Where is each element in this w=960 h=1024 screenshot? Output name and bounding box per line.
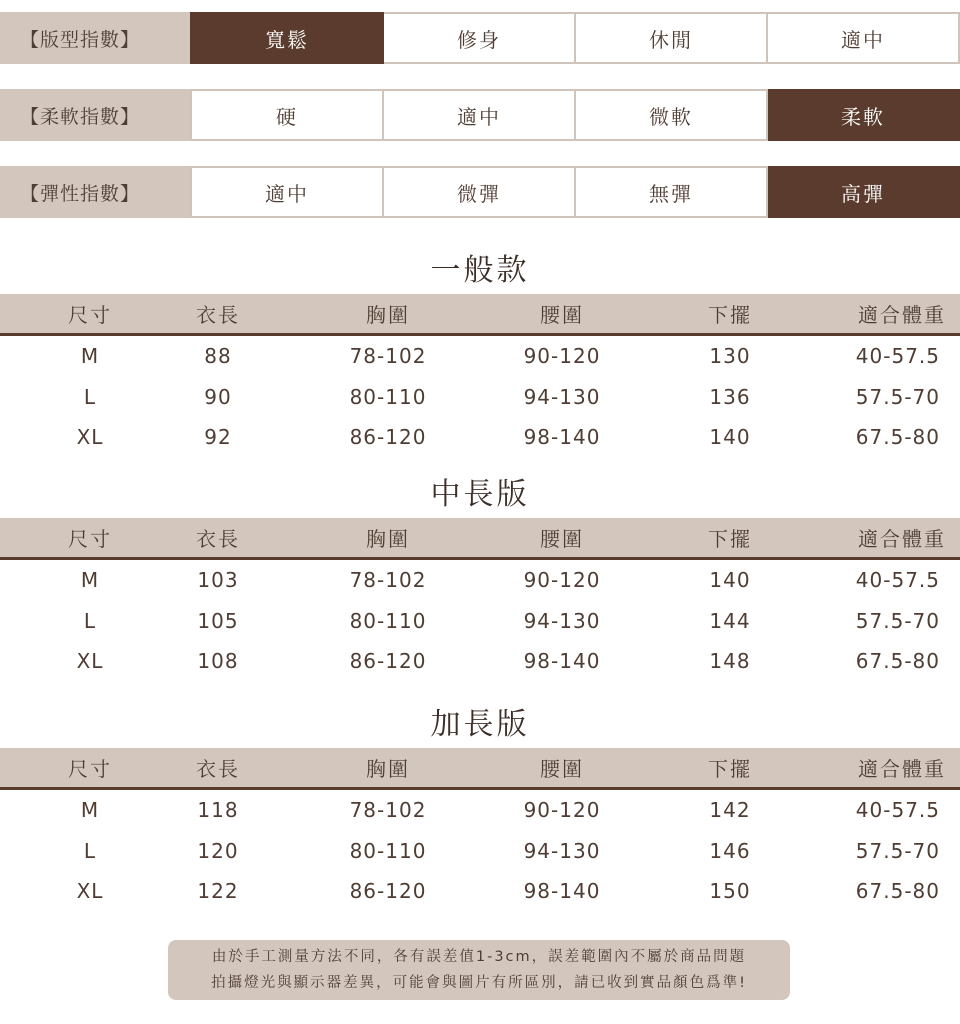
table-row	[0, 871, 960, 912]
cell-chest: 86-120	[349, 879, 427, 904]
table-header	[0, 518, 960, 560]
cell-size: M	[80, 798, 100, 823]
cell-chest: 80-110	[349, 384, 427, 409]
cell-length: 118	[197, 798, 239, 823]
header-length: 衣長	[196, 303, 240, 327]
cell-size: M	[80, 568, 100, 593]
header-chest: 胸圍	[366, 527, 410, 551]
cell-chest: 78-102	[349, 568, 427, 593]
cell-hem: 130	[709, 344, 751, 369]
elasticity-option-medium: 適中	[190, 166, 384, 218]
table-row	[0, 790, 960, 831]
cell-weight: 67.5-80	[855, 879, 940, 904]
table-row	[0, 417, 960, 458]
cell-size: M	[80, 344, 100, 369]
cell-hem: 148	[709, 649, 751, 674]
fit-option-loose: 寬鬆	[190, 12, 384, 64]
cell-waist: 98-140	[523, 649, 601, 674]
header-waist: 腰圍	[540, 303, 584, 327]
size-table-mid-length	[0, 518, 960, 682]
header-waist: 腰圍	[540, 757, 584, 781]
elasticity-option-high: 高彈	[768, 166, 960, 218]
softness-index-label: 【柔軟指數】	[0, 89, 190, 141]
table-row	[0, 601, 960, 642]
cell-waist: 90-120	[523, 798, 601, 823]
cell-length: 122	[197, 879, 239, 904]
header-size: 尺寸	[68, 757, 112, 781]
softness-option-slightly-soft: 微軟	[576, 89, 768, 141]
fit-option-casual: 休閒	[576, 12, 768, 64]
header-weight: 適合體重	[858, 527, 946, 551]
cell-hem: 142	[709, 798, 751, 823]
cell-waist: 90-120	[523, 344, 601, 369]
section-title-mid-length: 中長版	[430, 477, 530, 512]
note-line-2: 拍攝燈光與顯示器差異，可能會與圖片有所區別，請已收到實品顏色爲準!	[211, 975, 747, 991]
note-line-1: 由於手工測量方法不同，各有誤差值1-3cm，誤差範圍內不屬於商品問題	[211, 949, 747, 965]
cell-weight: 40-57.5	[855, 798, 940, 823]
cell-chest: 80-110	[349, 838, 427, 863]
softness-option-soft: 柔軟	[768, 89, 960, 141]
table-row	[0, 831, 960, 872]
fit-option-slim: 修身	[384, 12, 576, 64]
softness-index-row	[0, 89, 960, 141]
cell-size: L	[83, 608, 97, 633]
elasticity-option-slight: 微彈	[384, 166, 576, 218]
cell-length: 120	[197, 838, 239, 863]
cell-waist: 94-130	[523, 838, 601, 863]
table-row	[0, 641, 960, 682]
table-header	[0, 748, 960, 790]
table-row	[0, 560, 960, 601]
table-row	[0, 336, 960, 377]
header-weight: 適合體重	[858, 757, 946, 781]
cell-waist: 94-130	[523, 608, 601, 633]
header-hem: 下擺	[708, 757, 752, 781]
header-chest: 胸圍	[366, 303, 410, 327]
section-title-long: 加長版	[430, 707, 530, 742]
cell-length: 88	[204, 344, 232, 369]
cell-chest: 78-102	[349, 798, 427, 823]
softness-option-hard: 硬	[190, 89, 384, 141]
cell-chest: 78-102	[349, 344, 427, 369]
cell-weight: 67.5-80	[855, 649, 940, 674]
fit-index-label: 【版型指數】	[0, 12, 190, 64]
elasticity-option-none: 無彈	[576, 166, 768, 218]
cell-hem: 146	[709, 838, 751, 863]
header-length: 衣長	[196, 757, 240, 781]
header-size: 尺寸	[68, 303, 112, 327]
header-chest: 胸圍	[366, 757, 410, 781]
cell-length: 103	[197, 568, 239, 593]
cell-chest: 86-120	[349, 649, 427, 674]
cell-length: 90	[204, 384, 232, 409]
cell-hem: 150	[709, 879, 751, 904]
table-row	[0, 377, 960, 418]
size-table-long	[0, 748, 960, 912]
cell-length: 92	[204, 425, 232, 450]
cell-hem: 144	[709, 608, 751, 633]
cell-waist: 94-130	[523, 384, 601, 409]
softness-option-medium: 適中	[384, 89, 576, 141]
cell-weight: 57.5-70	[855, 838, 940, 863]
elasticity-index-row	[0, 166, 960, 218]
header-length: 衣長	[196, 527, 240, 551]
measurement-note	[168, 940, 790, 1000]
header-size: 尺寸	[68, 527, 112, 551]
header-hem: 下擺	[708, 303, 752, 327]
cell-size: XL	[76, 425, 104, 450]
cell-weight: 57.5-70	[855, 384, 940, 409]
cell-size: L	[83, 384, 97, 409]
table-header	[0, 294, 960, 336]
section-title-regular: 一般款	[430, 253, 530, 288]
fit-index-row	[0, 12, 960, 64]
size-table-regular	[0, 294, 960, 458]
cell-size: L	[83, 838, 97, 863]
cell-size: XL	[76, 649, 104, 674]
cell-length: 108	[197, 649, 239, 674]
cell-size: XL	[76, 879, 104, 904]
cell-chest: 80-110	[349, 608, 427, 633]
header-hem: 下擺	[708, 527, 752, 551]
cell-hem: 140	[709, 568, 751, 593]
cell-hem: 136	[709, 384, 751, 409]
cell-hem: 140	[709, 425, 751, 450]
cell-weight: 40-57.5	[855, 568, 940, 593]
cell-waist: 98-140	[523, 879, 601, 904]
header-weight: 適合體重	[858, 303, 946, 327]
cell-weight: 57.5-70	[855, 608, 940, 633]
elasticity-index-label: 【彈性指數】	[0, 166, 190, 218]
cell-chest: 86-120	[349, 425, 427, 450]
cell-weight: 67.5-80	[855, 425, 940, 450]
fit-option-medium: 適中	[768, 12, 960, 64]
cell-waist: 98-140	[523, 425, 601, 450]
cell-length: 105	[197, 608, 239, 633]
header-waist: 腰圍	[540, 527, 584, 551]
cell-weight: 40-57.5	[855, 344, 940, 369]
cell-waist: 90-120	[523, 568, 601, 593]
